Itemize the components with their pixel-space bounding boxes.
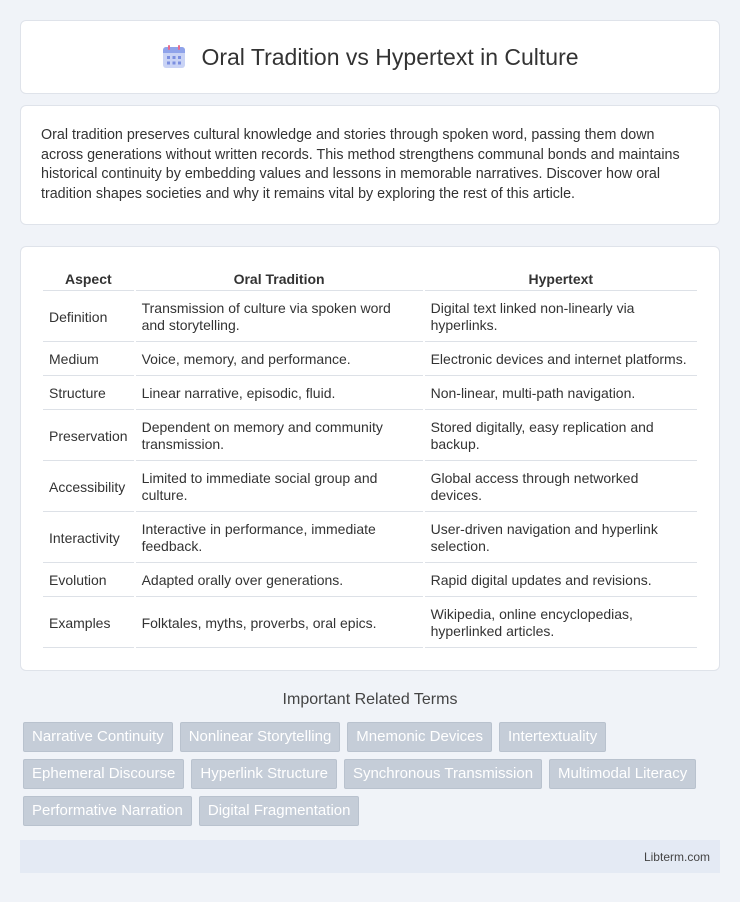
tag-multimodal-literacy[interactable]: Multimodal Literacy [549,759,696,789]
tag-mnemonic-devices[interactable]: Mnemonic Devices [347,722,492,752]
tag-intertextuality[interactable]: Intertextuality [499,722,606,752]
tag-hyperlink-structure[interactable]: Hyperlink Structure [191,759,337,789]
oral-cell: Interactive in performance, immediate feedback. [136,514,423,563]
comparison-table [41,265,699,650]
aspect-cell: Evolution [43,565,134,597]
table-row [43,412,697,461]
oral-cell: Limited to immediate social group and culture. [136,463,423,512]
aspect-cell: Accessibility [43,463,134,512]
related-terms-heading: Important Related Terms [282,691,458,708]
aspect-cell: Interactivity [43,514,134,563]
header-aspect: Aspect [43,267,134,291]
table-row [43,378,697,410]
related-terms-tags [20,722,720,826]
header-hypertext: Hypertext [425,267,697,291]
footer-site-link[interactable]: Libterm.com [643,849,710,864]
table-header-row [43,267,697,291]
hypertext-cell: Electronic devices and internet platforms. [425,344,697,376]
oral-cell: Dependent on memory and community transmission. [136,412,423,461]
footer [20,840,720,873]
table-row [43,565,697,597]
aspect-cell: Preservation [43,412,134,461]
table-row [43,344,697,376]
hypertext-cell: Stored digitally, easy replication and backup. [425,412,697,461]
tag-narrative-continuity[interactable]: Narrative Continuity [23,722,173,752]
tag-synchronous-transmission[interactable]: Synchronous Transmission [344,759,542,789]
oral-cell: Transmission of culture via spoken word and storytelling. [136,293,423,342]
oral-cell: Folktales, myths, proverbs, oral epics. [136,599,423,648]
hypertext-cell: User-driven navigation and hyperlink selection. [425,514,697,563]
hypertext-cell: Rapid digital updates and revisions. [425,565,697,597]
title-card [20,20,720,94]
related-terms-section [20,691,720,826]
calendar-grid-icon [161,44,187,70]
tag-ephemeral-discourse[interactable]: Ephemeral Discourse [23,759,184,789]
oral-cell: Linear narrative, episodic, fluid. [136,378,423,410]
oral-cell: Voice, memory, and performance. [136,344,423,376]
table-row [43,514,697,563]
hypertext-cell: Non-linear, multi-path navigation. [425,378,697,410]
hypertext-cell: Wikipedia, online encyclopedias, hyperlinked articles. [425,599,697,648]
tag-digital-fragmentation[interactable]: Digital Fragmentation [199,796,360,826]
intro-text: Oral tradition preserves cultural knowledge and stories through spoken word, passing them down across generations without written records. This method strengthens communal bonds and maintains historical continuity by embedding values and lessons in memorable narratives. Discover how oral tradition shapes societies and why it remains vital by exploring the rest of this article. [41,127,680,202]
hypertext-cell: Digital text linked non-linearly via hyperlinks. [425,293,697,342]
aspect-cell: Medium [43,344,134,376]
hypertext-cell: Global access through networked devices. [425,463,697,512]
aspect-cell: Definition [43,293,134,342]
tag-performative-narration[interactable]: Performative Narration [23,796,192,826]
oral-cell: Adapted orally over generations. [136,565,423,597]
header-oral-tradition: Oral Tradition [136,267,423,291]
table-row [43,599,697,648]
table-row [43,463,697,512]
tag-nonlinear-storytelling[interactable]: Nonlinear Storytelling [180,722,341,752]
aspect-cell: Structure [43,378,134,410]
page-title: Oral Tradition vs Hypertext in Culture [201,43,579,70]
intro-card [20,105,720,225]
aspect-cell: Examples [43,599,134,648]
table-row [43,293,697,342]
comparison-card [20,246,720,671]
